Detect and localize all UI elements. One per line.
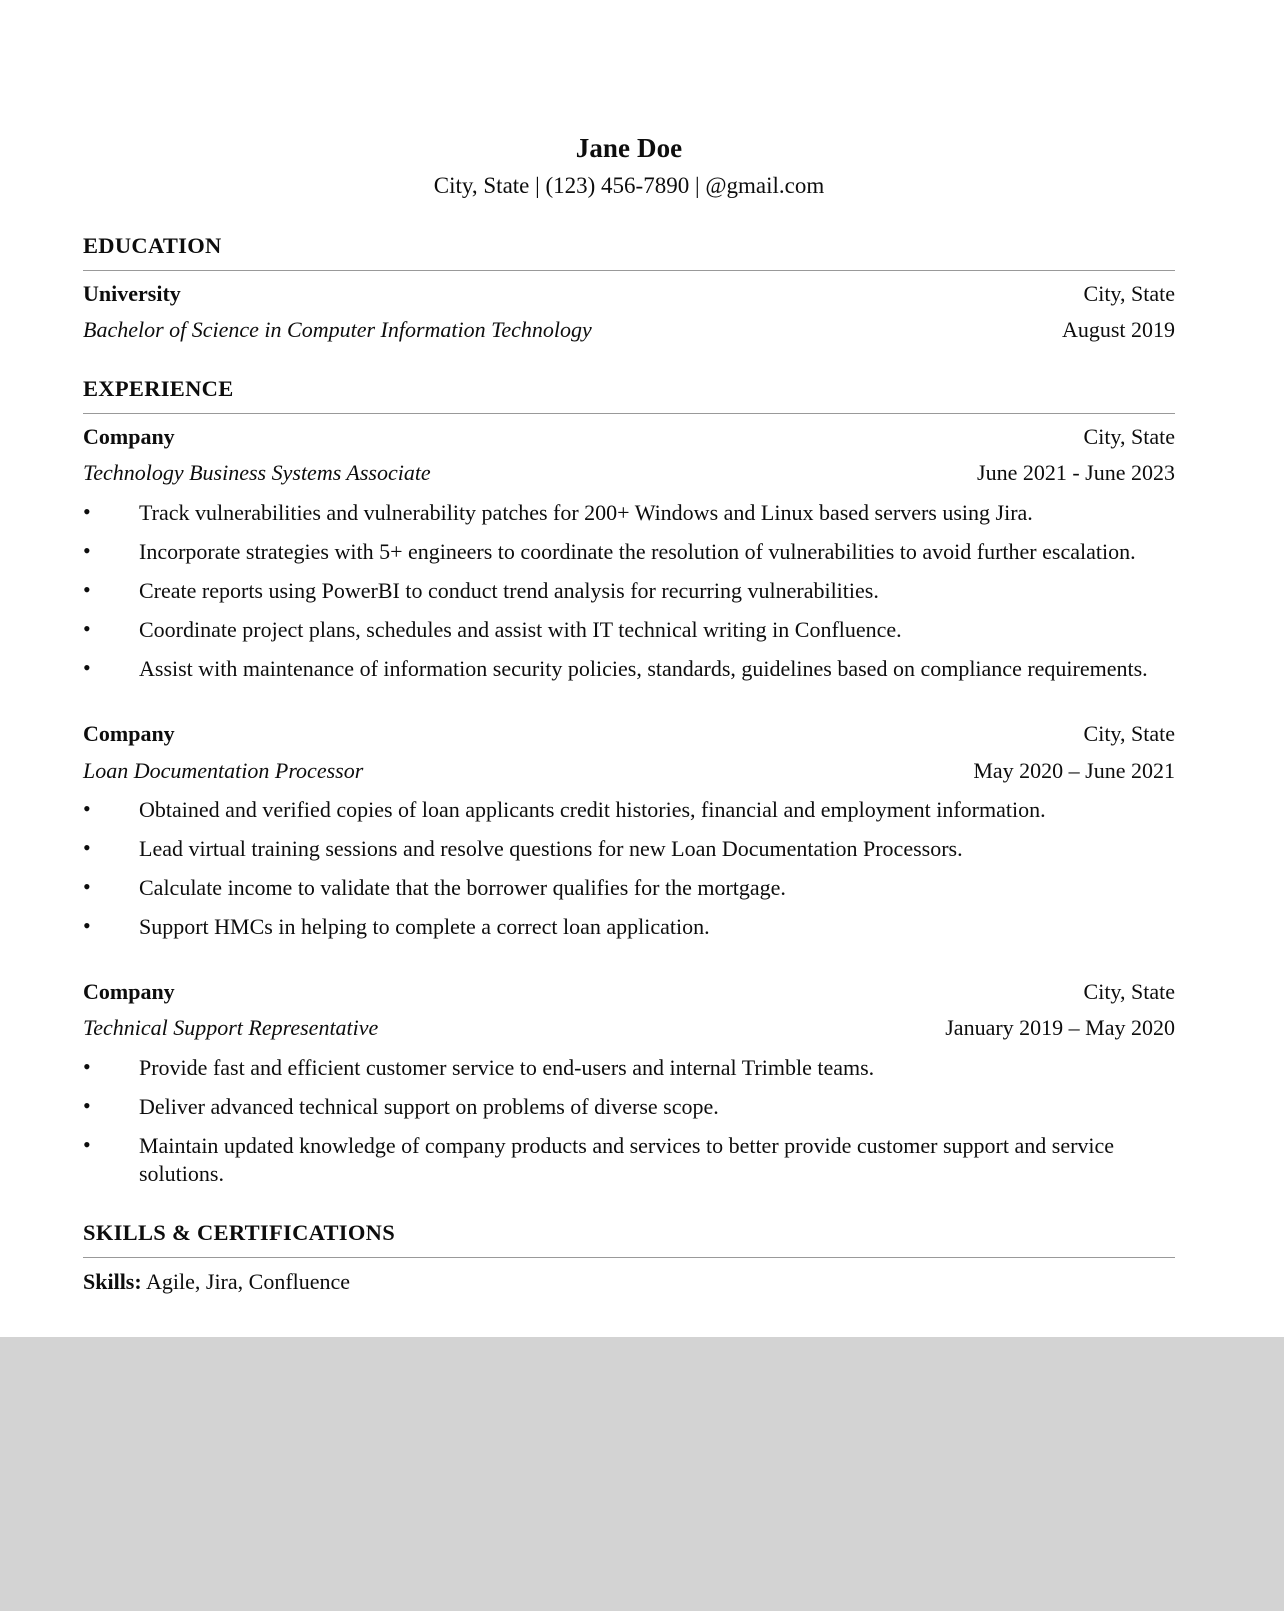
- responsibility-list: [83, 499, 1175, 684]
- section-title-education: EDUCATION: [83, 232, 222, 258]
- skills-label: Skills:: [83, 1269, 142, 1295]
- company-location: City, State: [1083, 721, 1175, 747]
- document-body: [83, 0, 1175, 1297]
- contact-line: City, State | (123) 456-7890 | @gmail.com: [433, 173, 825, 199]
- entry-secondary-row: [83, 1014, 1175, 1042]
- experience-entry: [83, 720, 1175, 941]
- job-title: Loan Documentation Processor: [83, 757, 364, 783]
- list-item: • Assist with maintenance of information security policies, standards, guidelines based on compliance requirements.: [83, 655, 1175, 683]
- job-dates: June 2021 - June 2023: [977, 460, 1175, 486]
- institution-name: University: [83, 280, 181, 306]
- list-item: • Track vulnerabilities and vulnerability patches for 200+ Windows and Linux based servers using Jira.: [83, 499, 1175, 527]
- bottom-overlay: [0, 1337, 1284, 1611]
- experience-entry: [83, 423, 1175, 683]
- list-item: • Maintain updated knowledge of company products and services to better provide customer support and service solutions.: [83, 1132, 1175, 1188]
- skills-section: [83, 1219, 1175, 1297]
- job-dates: January 2019 – May 2020: [945, 1015, 1175, 1041]
- institution-location: City, State: [1083, 280, 1175, 306]
- candidate-name: Jane Doe: [575, 133, 683, 163]
- company-name: Company: [83, 721, 175, 747]
- list-item: • Calculate income to validate that the borrower qualifies for the mortgage.: [83, 874, 1175, 902]
- education-section: [83, 232, 1175, 344]
- entry-primary-row: [83, 978, 1175, 1006]
- list-item: • Create reports using PowerBI to conduct trend analysis for recurring vulnerabilities.: [83, 577, 1175, 605]
- experience-entry: [83, 978, 1175, 1188]
- list-item: • Coordinate project plans, schedules and assist with IT technical writing in Confluence.: [83, 616, 1175, 644]
- list-item: • Obtained and verified copies of loan applicants credit histories, financial and employment information.: [83, 796, 1175, 824]
- entry-primary-row: [83, 280, 1175, 308]
- company-location: City, State: [1083, 979, 1175, 1005]
- skills-line: [83, 1268, 1175, 1297]
- entry-secondary-row: [83, 459, 1175, 487]
- section-divider: [83, 1257, 1175, 1258]
- entry-primary-row: [83, 720, 1175, 748]
- list-item: • Support HMCs in helping to complete a correct loan application.: [83, 913, 1175, 941]
- section-title-skills: SKILLS & CERTIFICATIONS: [83, 1220, 396, 1246]
- job-dates: May 2020 – June 2021: [973, 757, 1175, 783]
- company-location: City, State: [1083, 424, 1175, 450]
- entry-primary-row: [83, 423, 1175, 451]
- experience-section: [83, 375, 1175, 1188]
- section-divider: [83, 413, 1175, 414]
- company-name: Company: [83, 424, 175, 450]
- responsibility-list: [83, 1054, 1175, 1189]
- education-entry: [83, 280, 1175, 344]
- list-item: • Deliver advanced technical support on problems of diverse scope.: [83, 1093, 1175, 1121]
- section-title-experience: EXPERIENCE: [83, 376, 234, 402]
- responsibility-list: [83, 796, 1175, 942]
- company-name: Company: [83, 979, 175, 1005]
- section-divider: [83, 270, 1175, 271]
- job-title: Technical Support Representative: [83, 1015, 379, 1041]
- list-item: • Provide fast and efficient customer service to end-users and internal Trimble teams.: [83, 1054, 1175, 1082]
- skills-value: Agile, Jira, Confluence: [146, 1269, 351, 1295]
- entry-secondary-row: [83, 316, 1175, 344]
- list-item: • Incorporate strategies with 5+ engineers to coordinate the resolution of vulnerabilities to avoid further escalation.: [83, 538, 1175, 566]
- job-title: Technology Business Systems Associate: [83, 460, 431, 486]
- resume-header: [83, 0, 1175, 201]
- list-item: • Lead virtual training sessions and resolve questions for new Loan Documentation Processors.: [83, 835, 1175, 863]
- graduation-date: August 2019: [1061, 317, 1175, 343]
- degree-title: Bachelor of Science in Computer Information Technology: [83, 317, 592, 343]
- entry-secondary-row: [83, 757, 1175, 785]
